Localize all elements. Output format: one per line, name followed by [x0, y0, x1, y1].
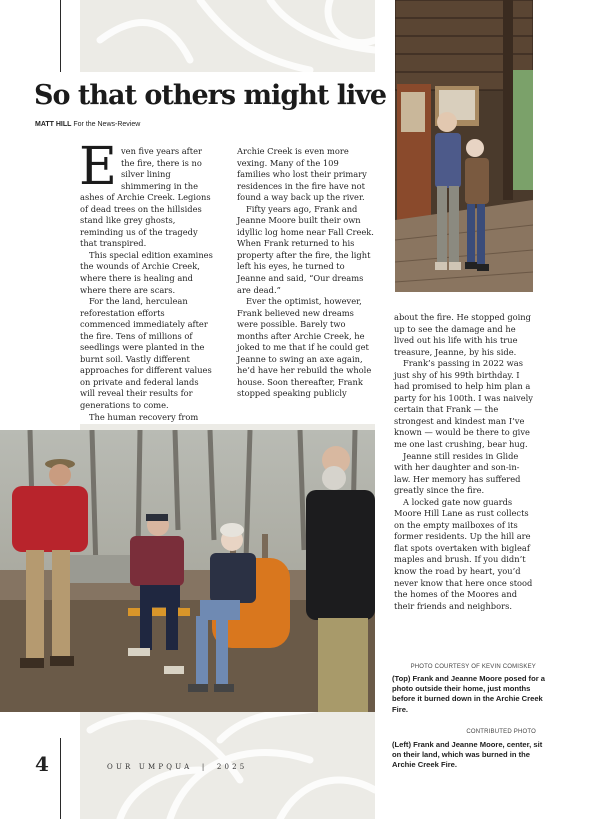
paragraph: Archie Creek is even more vexing. Many of the 109 families who lost their primary residences in the fire have not found a way back up the river. [237, 146, 367, 203]
paragraph: This special edition examines the wounds of Archie Creek, where there is healing and where there are scars. [80, 249, 213, 295]
paragraph: For the land, herculean reforestation efforts commenced immediately after the fire. Tens of millions of seedlings were planted in the burnt soil. Vastly different approaches for different values on private and federal lands will reveal their results for generations to come. [80, 296, 212, 411]
photo-credit-top: PHOTO COURTESY OF KEVIN COMISKEY [410, 664, 536, 670]
byline [35, 121, 140, 128]
author-name: MATT HILL [35, 121, 72, 128]
article-column-1 [79, 137, 216, 423]
publication-footer [107, 763, 247, 771]
bottom-rule [60, 738, 61, 819]
paragraph: Jeanne still resides in Glide with her daughter and son-in-law. Her memory has suffered greatly since the fire. [394, 450, 521, 496]
footer-separator: | [201, 763, 208, 771]
paragraph: about the fire. He stopped going up to see the damage and he lived out his life with his true treasure, Jeanne, by his side. [394, 312, 531, 357]
page-number: 4 [35, 752, 49, 776]
author-affiliation: For the News-Review [73, 121, 141, 128]
paragraph: Fifty years ago, Frank and Jeanne Moore built their own idyllic log home near Fall Creek. When Frank returned to his property after the fire, the light left his eyes, he turned to Jeanne and said, “Our dreams are dead.” [237, 203, 374, 295]
photo-couple-on-burned-land [0, 430, 375, 712]
drop-cap: E [79, 137, 117, 197]
article-column-3 [394, 312, 534, 612]
photo-couple-at-log-home [395, 0, 533, 292]
photo-credit-left: CONTRIBUTED PHOTO [466, 729, 536, 735]
publication-name: OUR UMPQUA [107, 763, 193, 771]
paragraph: A locked gate now guards Moore Hill Lane as rust collects on the empty mailboxes of its former residents. Up the hill are flat spots overtaken with bigleaf maples and brush. If you didn’t know the road by heart, you’d never know that here once stood the homes of the Moores and their friends and neighbors. [394, 496, 533, 611]
paragraph: Ever the optimist, however, Frank believed new dreams were possible. Barely two months after Archie Creek, he joked to me that if he could get Jeanne to swing an axe again, he’d have her rebuild the whole house. Soon thereafter, Frank stopped speaking publicly [237, 296, 372, 399]
paragraph: ven five years after the fire, there is no silver lining shimmering in the ashes of Archie Creek. Legions of dead trees on the hillsides stand like grey ghosts, reminding us of the tragedy that transpired. [80, 146, 211, 249]
top-rule [60, 0, 61, 72]
article-title: So that others might live [34, 80, 387, 111]
paragraph: The human recovery from [89, 411, 199, 422]
caption-top: (Top) Frank and Jeanne Moore posed for a photo outside their home, just months before it burned down in the Archie Creek Fire. [392, 674, 546, 714]
article-column-2 [237, 146, 374, 400]
caption-left: (Left) Frank and Jeanne Moore, center, sit on their land, which was burned in the Archie Creek Fire. [392, 740, 543, 770]
publication-year: 2025 [216, 763, 248, 771]
paragraph: Frank’s passing in 2022 was just shy of his 99th birthday. I had promised to help him plan a party for his 100th. I was naively certain that Frank — the strongest and kindest man I’ve known — would be there to give me one last crushing, bear hug. [394, 358, 533, 450]
